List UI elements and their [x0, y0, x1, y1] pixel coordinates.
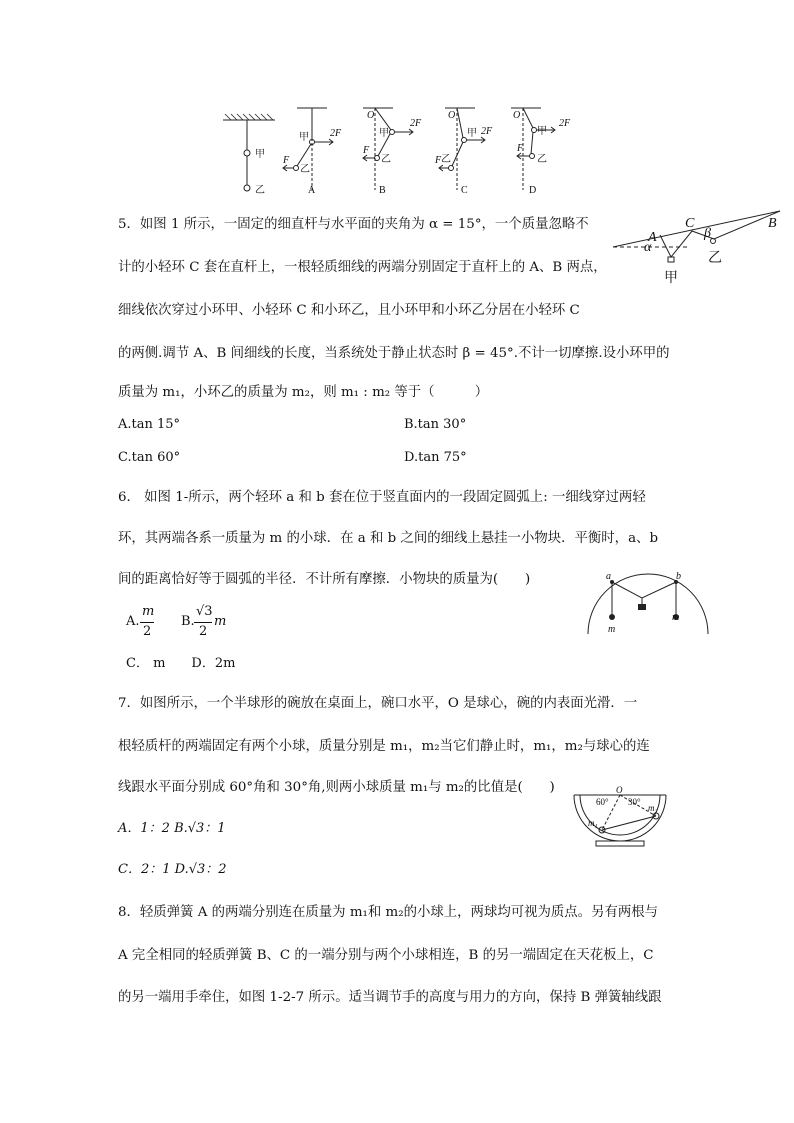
- q5-option-b: B.tan 30°: [404, 417, 467, 432]
- q5-line-2: 计的小轻环 C 套在直杆上，一根轻质细线的两端分别固定于直杆上的 A、B 两点，: [118, 260, 607, 275]
- svg-text:m₂: m₂: [648, 803, 658, 813]
- svg-text:2F: 2F: [481, 126, 493, 137]
- q8-line-3: 的另一端用手牵住，如图 1-2-7 所示。适当调节手的高度与用力的方向，保持 B 弹簧轴线跟: [118, 990, 662, 1005]
- svg-text:2F: 2F: [410, 118, 422, 129]
- svg-text:O: O: [367, 110, 375, 121]
- panel-a-label: A: [308, 185, 316, 196]
- panel-b-label: B: [379, 185, 386, 196]
- svg-text:30°: 30°: [628, 797, 641, 807]
- svg-text:m: m: [608, 624, 616, 635]
- q7-option-cd: C．2：1 D.√3：2: [118, 862, 227, 877]
- svg-text:乙: 乙: [300, 164, 310, 175]
- q7-option-ab: A．1：2 B.√3：1: [118, 821, 226, 836]
- svg-text:2F: 2F: [559, 118, 571, 129]
- svg-text:甲: 甲: [664, 271, 678, 286]
- svg-text:O: O: [448, 110, 456, 121]
- panel-c-label: C: [461, 185, 468, 196]
- svg-text:F: F: [363, 145, 370, 156]
- q6-option-cd: C． m D．2m: [126, 656, 236, 671]
- svg-text:C: C: [685, 216, 695, 231]
- svg-text:F: F: [435, 155, 442, 166]
- svg-text:甲: 甲: [299, 132, 309, 143]
- q5-line-4: 的两侧.调节 A、B 间细线的长度，当系统处于静止状态时 β = 45°.不计一切摩擦.设小环甲的: [118, 346, 670, 361]
- ref-label-yi: 乙: [255, 185, 265, 196]
- q5-option-d: D.tan 75°: [404, 450, 467, 465]
- svg-text:F: F: [283, 155, 290, 166]
- svg-text:A: A: [648, 230, 657, 245]
- svg-text:m₁: m₁: [588, 818, 598, 828]
- svg-text:O: O: [616, 786, 623, 795]
- ref-label-jia: 甲: [255, 149, 265, 160]
- ref-ball-upper: [244, 150, 250, 156]
- q5-option-a: A.tan 15°: [118, 417, 181, 432]
- q7-figure: [570, 786, 670, 850]
- q6-line-1: 6． 如图 1-所示，两个轻环 a 和 b 套在位于竖直面内的一段固定圆弧上: 一细线穿过两轻: [118, 490, 646, 505]
- q7-line-3: 线跟水平面分别成 60°角和 30°角,则两小球质量 m₁与 m₂的比值是( ): [118, 780, 555, 795]
- q7-line-2: 根轻质杆的两端固定有两个小球，质量分别是 m₁，m₂当它们静止时，m₁，m₂与球心的连: [118, 739, 650, 754]
- svg-text:乙: 乙: [441, 154, 451, 165]
- q8-line-1: 8．轻质弹簧 A 的两端分别连在质量为 m₁和 m₂的小球上，两球均可视为质点。另有两根与: [118, 905, 659, 920]
- panel-d-label: D: [529, 185, 537, 196]
- svg-text:甲: 甲: [537, 126, 547, 137]
- svg-text:2F: 2F: [330, 128, 342, 139]
- q5-line-3: 细线依次穿过小环甲、小轻环 C 和小环乙，且小环甲和小环乙分居在小轻环 C: [118, 303, 580, 318]
- q5-line-5: 质量为 m₁，小环乙的质量为 m₂，则 m₁ : m₂ 等于（ ）: [118, 385, 489, 400]
- svg-text:O: O: [513, 110, 521, 121]
- svg-text:F: F: [517, 143, 524, 154]
- q6-line-2: 环，其两端各系一质量为 m 的小球．在 a 和 b 之间的细线上悬挂一小物块．平衡时，a、b: [118, 531, 659, 546]
- q5-figure: [608, 205, 788, 293]
- top-figure: [215, 100, 595, 200]
- svg-text:α: α: [644, 240, 652, 255]
- q5-option-c: C.tan 60°: [118, 450, 181, 465]
- q8-line-2: A 完全相同的轻质弹簧 B、C 的一端分别与两个小球相连，B 的另一端固定在天花板上，C: [118, 948, 654, 963]
- svg-text:60°: 60°: [596, 797, 609, 807]
- ref-ball-lower: [244, 185, 250, 191]
- q6-line-3: 间的距离恰好等于圆弧的半径．不计所有摩擦．小物块的质量为( ): [118, 572, 531, 587]
- svg-text:甲: 甲: [467, 128, 477, 139]
- q6-figure: [582, 568, 712, 638]
- svg-text:乙: 乙: [537, 154, 547, 165]
- svg-text:B: B: [768, 216, 777, 231]
- svg-text:β: β: [704, 226, 711, 241]
- q7-line-1: 7．如图所示，一个半球形的碗放在桌面上，碗口水平，O 是球心，碗的内表面光滑．一: [118, 696, 638, 711]
- svg-text:m: m: [672, 612, 680, 623]
- svg-text:a: a: [606, 571, 611, 582]
- svg-text:甲: 甲: [379, 128, 389, 139]
- q6-option-ab: A. m 2 B. √3 2 m: [126, 604, 227, 639]
- svg-text:b: b: [676, 571, 681, 582]
- q5-line-1: 5．如图 1 所示，一固定的细直杆与水平面的夹角为 α = 15°，一个质量忽略不: [118, 217, 589, 232]
- svg-text:乙: 乙: [381, 154, 391, 165]
- svg-text:乙: 乙: [708, 251, 722, 266]
